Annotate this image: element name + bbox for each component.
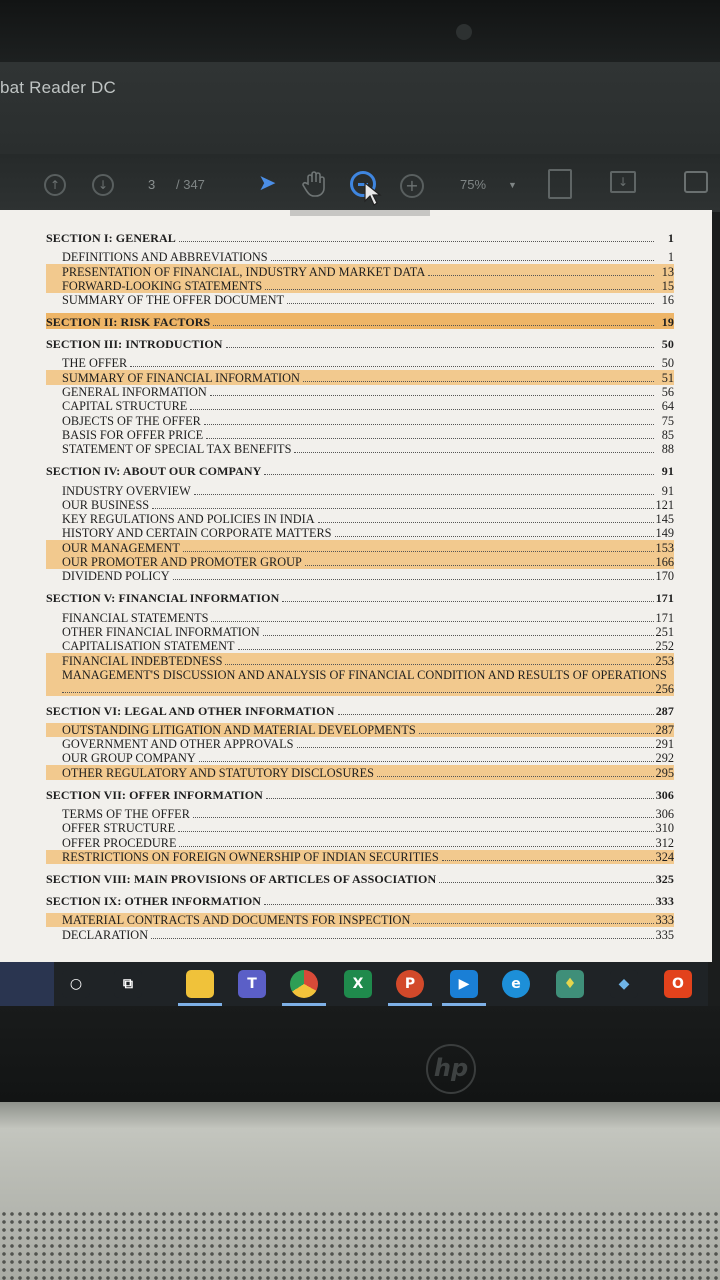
teams-icon[interactable]: T bbox=[238, 970, 266, 998]
toc-leader-dots bbox=[439, 882, 653, 883]
toc-entry[interactable] bbox=[46, 653, 674, 667]
toc-page-number: 291 bbox=[655, 737, 674, 752]
toc-entry-label: SECTION V: FINANCIAL INFORMATION bbox=[46, 591, 280, 606]
toc-leader-dots bbox=[183, 551, 654, 552]
document-page[interactable] bbox=[0, 210, 712, 962]
zoom-in-icon[interactable]: + bbox=[400, 174, 424, 198]
toc-entry-label: RESTRICTIONS ON FOREIGN OWNERSHIP OF INDIAN SECURITIES bbox=[62, 849, 439, 864]
toc-entry-label: SUMMARY OF FINANCIAL INFORMATION bbox=[62, 370, 300, 385]
page-total: / 347 bbox=[176, 177, 205, 192]
toc-page-number: 295 bbox=[655, 765, 674, 780]
toc-entry-label: SECTION IX: OTHER INFORMATION bbox=[46, 893, 262, 908]
toc-entry-label: OFFER PROCEDURE bbox=[62, 835, 177, 850]
toc-entry-label: OTHER FINANCIAL INFORMATION bbox=[62, 624, 260, 639]
toc-page-number: 19 bbox=[661, 315, 674, 330]
toc-page-number: 253 bbox=[655, 653, 674, 668]
toc-page-number: 333 bbox=[655, 893, 674, 908]
toc-leader-dots bbox=[266, 798, 654, 799]
toc-page-number: 170 bbox=[655, 569, 674, 584]
windows-taskbar bbox=[0, 962, 708, 1006]
toc-leader-dots bbox=[265, 289, 654, 290]
speaker-grille bbox=[0, 1210, 720, 1280]
toc-entry-label: MANAGEMENT'S DISCUSSION AND ANALYSIS OF FINANCIAL CONDITION AND RESULTS OF OPERATIONS bbox=[62, 667, 667, 682]
toc-entry-label: TERMS OF THE OFFER bbox=[62, 807, 190, 822]
toc-page-number: 166 bbox=[655, 555, 674, 570]
toc-section-entry[interactable] bbox=[46, 313, 674, 329]
toc-leader-dots bbox=[130, 366, 654, 367]
toc-entry-label: SECTION VII: OFFER INFORMATION bbox=[46, 787, 263, 802]
toc-page-number: 15 bbox=[661, 278, 674, 293]
toc-page-number: 256 bbox=[655, 681, 674, 696]
toc-entry-label: CAPITALISATION STATEMENT bbox=[62, 639, 235, 654]
toc-page-number: 287 bbox=[655, 722, 674, 737]
hp-logo-icon: hp bbox=[426, 1044, 476, 1094]
toc-page-number: 310 bbox=[655, 821, 674, 836]
toc-leader-dots bbox=[297, 747, 654, 748]
toc-entry-label: BASIS FOR OFFER PRICE bbox=[62, 427, 204, 442]
toc-entry-label: OUTSTANDING LITIGATION AND MATERIAL DEVELOPMENTS bbox=[62, 722, 416, 737]
toc-entry[interactable] bbox=[46, 428, 674, 442]
toc-leader-dots bbox=[264, 474, 654, 475]
toc-leader-dots bbox=[199, 761, 654, 762]
hand-tool-icon[interactable] bbox=[302, 170, 328, 198]
toc-leader-dots bbox=[206, 438, 654, 439]
toc-entry[interactable] bbox=[46, 498, 674, 512]
toc-leader-dots bbox=[194, 494, 654, 495]
toc-leader-dots bbox=[271, 260, 654, 261]
toc-entry[interactable] bbox=[46, 668, 674, 696]
toc-entry-label: HISTORY AND CERTAIN CORPORATE MATTERS bbox=[62, 526, 332, 541]
toc-page-number: 333 bbox=[655, 913, 674, 928]
toc-entry-label: SUMMARY OF THE OFFER DOCUMENT bbox=[62, 293, 285, 308]
select-arrow-icon[interactable]: ➤ bbox=[258, 171, 277, 196]
toc-entry[interactable] bbox=[46, 850, 674, 864]
toc-entry-label: SECTION I: GENERAL bbox=[46, 231, 176, 245]
scroll-mode-icon[interactable]: ↓ bbox=[610, 171, 636, 193]
toc-entry[interactable] bbox=[46, 821, 674, 835]
app-green-icon[interactable]: ♦ bbox=[556, 970, 584, 998]
toc-entry[interactable] bbox=[46, 765, 674, 779]
toc-entry[interactable] bbox=[46, 625, 674, 639]
toc-leader-dots bbox=[193, 817, 654, 818]
toc-entry[interactable] bbox=[46, 399, 674, 413]
toc-page-number: 13 bbox=[661, 264, 674, 279]
toc-page-number: 51 bbox=[661, 370, 674, 385]
toc-section-entry[interactable] bbox=[46, 702, 674, 718]
toc-leader-dots bbox=[179, 846, 653, 847]
toc-entry-label: KEY REGULATIONS AND POLICIES IN INDIA bbox=[62, 512, 315, 527]
laptop-hinge bbox=[0, 1102, 720, 1128]
toc-leader-dots bbox=[294, 452, 654, 453]
toc-page-number: 16 bbox=[661, 293, 674, 308]
toc-entry[interactable] bbox=[46, 807, 674, 821]
toc-page-number: 64 bbox=[661, 399, 674, 414]
toc-entry[interactable] bbox=[46, 293, 674, 307]
toc-section-entry[interactable] bbox=[46, 335, 674, 351]
toc-page-number: 171 bbox=[655, 610, 674, 625]
toc-entry[interactable] bbox=[46, 356, 674, 370]
app-diamond-icon[interactable]: ◆ bbox=[610, 970, 638, 998]
toc-entry-label: SECTION III: INTRODUCTION bbox=[46, 337, 223, 352]
toc-entry[interactable] bbox=[46, 723, 674, 737]
toc-entry-label: OUR GROUP COMPANY bbox=[62, 751, 196, 766]
toc-leader-dots bbox=[264, 904, 654, 905]
toc-entry[interactable] bbox=[46, 512, 674, 526]
toc-entry[interactable] bbox=[46, 385, 674, 399]
page-down-icon[interactable]: ↓ bbox=[92, 174, 114, 196]
toc-leader-dots bbox=[287, 303, 654, 304]
toc-section-entry[interactable] bbox=[46, 589, 674, 605]
task-view-icon[interactable]: ⧉ bbox=[114, 970, 142, 998]
app-title: bat Reader DC bbox=[0, 78, 116, 97]
toc-page-number: 324 bbox=[655, 849, 674, 864]
toc-entry[interactable] bbox=[46, 555, 674, 569]
toc-leader-dots bbox=[225, 664, 653, 665]
toc-section-entry[interactable] bbox=[46, 229, 674, 245]
zoom-dropdown-icon[interactable]: ▼ bbox=[508, 180, 517, 190]
toc-page-number: 1 bbox=[667, 250, 674, 265]
toc-page-number: 306 bbox=[655, 807, 674, 822]
toc-entry-label: OUR PROMOTER AND PROMOTER GROUP bbox=[62, 555, 302, 570]
toc-entry-label: THE OFFER bbox=[62, 356, 128, 371]
toc-entry-label: PRESENTATION OF FINANCIAL, INDUSTRY AND MARKET DATA bbox=[62, 264, 426, 279]
toc-entry-label: FINANCIAL INDEBTEDNESS bbox=[62, 653, 223, 668]
toc-entry-label: GOVERNMENT AND OTHER APPROVALS bbox=[62, 737, 294, 752]
toc-entry[interactable] bbox=[46, 927, 674, 941]
toc-leader-dots bbox=[305, 565, 654, 566]
toc-section-entry[interactable] bbox=[46, 462, 674, 478]
toc-section-entry[interactable] bbox=[46, 870, 674, 886]
toc-entry-label: OUR MANAGEMENT bbox=[62, 540, 180, 555]
toc-entry-label: SECTION VI: LEGAL AND OTHER INFORMATION bbox=[46, 703, 335, 718]
toc-entry-label: FORWARD-LOOKING STATEMENTS bbox=[62, 278, 263, 293]
toc-entry-label: FINANCIAL STATEMENTS bbox=[62, 610, 209, 625]
zoom-level[interactable]: 75% bbox=[460, 177, 487, 192]
reader-toolbar bbox=[0, 154, 720, 212]
toc-page-number: 56 bbox=[661, 385, 674, 400]
toc-entry-label: STATEMENT OF SPECIAL TAX BENEFITS bbox=[62, 442, 292, 457]
toc-leader-dots bbox=[211, 621, 653, 622]
toc-entry-label: SECTION II: RISK FACTORS bbox=[46, 315, 211, 330]
toc-page-number: 251 bbox=[655, 624, 674, 639]
toc-page-number: 85 bbox=[661, 427, 674, 442]
toc-entry[interactable] bbox=[46, 442, 674, 456]
toc-page-number: 145 bbox=[655, 512, 674, 527]
toc-entry[interactable] bbox=[46, 413, 674, 427]
toc-entry[interactable] bbox=[46, 526, 674, 540]
toc-entry[interactable] bbox=[46, 250, 674, 264]
toc-leader-dots bbox=[190, 409, 654, 410]
mouse-cursor-icon bbox=[364, 182, 382, 208]
toc-page-number: 287 bbox=[655, 703, 674, 718]
toc-leader-dots bbox=[442, 860, 654, 861]
title-bar bbox=[0, 62, 720, 154]
laptop-bezel-top bbox=[0, 0, 720, 62]
page-heading-remnant bbox=[290, 210, 430, 216]
toc-entry-label: GENERAL INFORMATION bbox=[62, 385, 207, 400]
toc-entry[interactable] bbox=[46, 569, 674, 583]
toc-leader-dots bbox=[419, 733, 654, 734]
toc-leader-dots bbox=[338, 714, 654, 715]
toc-leader-dots bbox=[179, 241, 654, 242]
toc-page-number: 252 bbox=[655, 639, 674, 654]
toc-entry[interactable] bbox=[46, 835, 674, 849]
toc-page-number: 50 bbox=[661, 356, 674, 371]
page-up-icon[interactable]: ↑ bbox=[44, 174, 66, 196]
toc-entry-label: INDUSTRY OVERVIEW bbox=[62, 483, 191, 498]
toc-page-number: 75 bbox=[661, 413, 674, 428]
edge-icon[interactable]: e bbox=[502, 970, 530, 998]
toc-page-number: 153 bbox=[655, 540, 674, 555]
toc-entry-label: MATERIAL CONTRACTS AND DOCUMENTS FOR INSPECTION bbox=[62, 913, 411, 928]
toc-leader-dots bbox=[213, 325, 654, 326]
toc-leader-dots bbox=[204, 424, 654, 425]
toc-page-number: 312 bbox=[655, 835, 674, 850]
toc-page-number: 88 bbox=[661, 442, 674, 457]
start-area[interactable] bbox=[0, 962, 54, 1006]
toc-entry-label: SECTION VIII: MAIN PROVISIONS OF ARTICLES OF ASSOCIATION bbox=[46, 871, 437, 886]
toc-leader-dots bbox=[173, 579, 654, 580]
toc-entry[interactable] bbox=[46, 279, 674, 293]
toc-page-number: 1 bbox=[667, 231, 674, 245]
toc-entry-label: OFFER STRUCTURE bbox=[62, 821, 176, 836]
toc-entry-label: DECLARATION bbox=[62, 927, 149, 942]
toc-leader-dots bbox=[210, 395, 654, 396]
toc-page-number: 306 bbox=[655, 787, 674, 802]
toc-entry[interactable] bbox=[46, 483, 674, 497]
toc-leader-dots bbox=[151, 938, 653, 939]
toc-page-number: 335 bbox=[655, 927, 674, 942]
toc-entry[interactable] bbox=[46, 540, 674, 554]
toc-entry[interactable] bbox=[46, 610, 674, 624]
toc-entry[interactable] bbox=[46, 639, 674, 653]
toc-section-entry[interactable] bbox=[46, 892, 674, 908]
chrome-icon[interactable] bbox=[290, 970, 318, 998]
toc-leader-dots bbox=[152, 508, 653, 509]
toc-leader-dots bbox=[282, 601, 653, 602]
toc-entry-label: OBJECTS OF THE OFFER bbox=[62, 413, 201, 428]
toc-entry-label: OUR BUSINESS bbox=[62, 497, 150, 512]
toc-page-number: 91 bbox=[661, 483, 674, 498]
toc-leader-dots bbox=[413, 923, 653, 924]
current-page-field[interactable]: 3 bbox=[148, 177, 156, 192]
toc-leader-dots bbox=[428, 275, 654, 276]
toc-page-number: 171 bbox=[655, 591, 674, 606]
toc-entry-label: CAPITAL STRUCTURE bbox=[62, 399, 188, 414]
toc-leader-dots bbox=[178, 831, 653, 832]
comment-icon[interactable] bbox=[684, 171, 708, 193]
toc-leader-dots bbox=[263, 635, 654, 636]
toc-page-number: 121 bbox=[655, 497, 674, 512]
toc-entry-label: SECTION IV: ABOUT OUR COMPANY bbox=[46, 464, 262, 479]
webcam-icon bbox=[456, 24, 472, 40]
office-icon[interactable]: O bbox=[664, 970, 692, 998]
file-explorer-icon[interactable] bbox=[186, 970, 214, 998]
toc-leader-dots bbox=[238, 649, 654, 650]
toc-page-number: 292 bbox=[655, 751, 674, 766]
toc-leader-dots bbox=[62, 692, 654, 693]
toc-leader-dots bbox=[318, 522, 654, 523]
toc-entry-label: DEFINITIONS AND ABBREVIATIONS bbox=[62, 250, 268, 265]
toc-page-number: 91 bbox=[661, 464, 674, 479]
toc-section-entry[interactable] bbox=[46, 786, 674, 802]
toc-entry[interactable] bbox=[46, 913, 674, 927]
toc-entry[interactable] bbox=[46, 737, 674, 751]
table-of-contents bbox=[46, 229, 674, 942]
toc-leader-dots bbox=[335, 536, 654, 537]
toc-page-number: 50 bbox=[661, 337, 674, 352]
toc-page-number: 149 bbox=[655, 526, 674, 541]
toc-leader-dots bbox=[303, 381, 654, 382]
media-player-icon[interactable]: ▶ bbox=[450, 970, 478, 998]
toc-entry-label: OTHER REGULATORY AND STATUTORY DISCLOSURES bbox=[62, 765, 374, 780]
excel-icon[interactable]: X bbox=[344, 970, 372, 998]
laptop-bezel-bottom bbox=[0, 1006, 720, 1102]
toc-entry[interactable] bbox=[46, 370, 674, 384]
toc-entry[interactable] bbox=[46, 751, 674, 765]
toc-leader-dots bbox=[377, 776, 654, 777]
toc-entry[interactable] bbox=[46, 264, 674, 278]
toc-page-number: 325 bbox=[655, 871, 674, 886]
toc-leader-dots bbox=[226, 347, 654, 348]
search-icon[interactable]: ○ bbox=[62, 970, 90, 998]
toc-entry-label: DIVIDEND POLICY bbox=[62, 569, 170, 584]
fit-page-icon[interactable] bbox=[548, 169, 572, 199]
powerpoint-icon[interactable]: P bbox=[396, 970, 424, 998]
